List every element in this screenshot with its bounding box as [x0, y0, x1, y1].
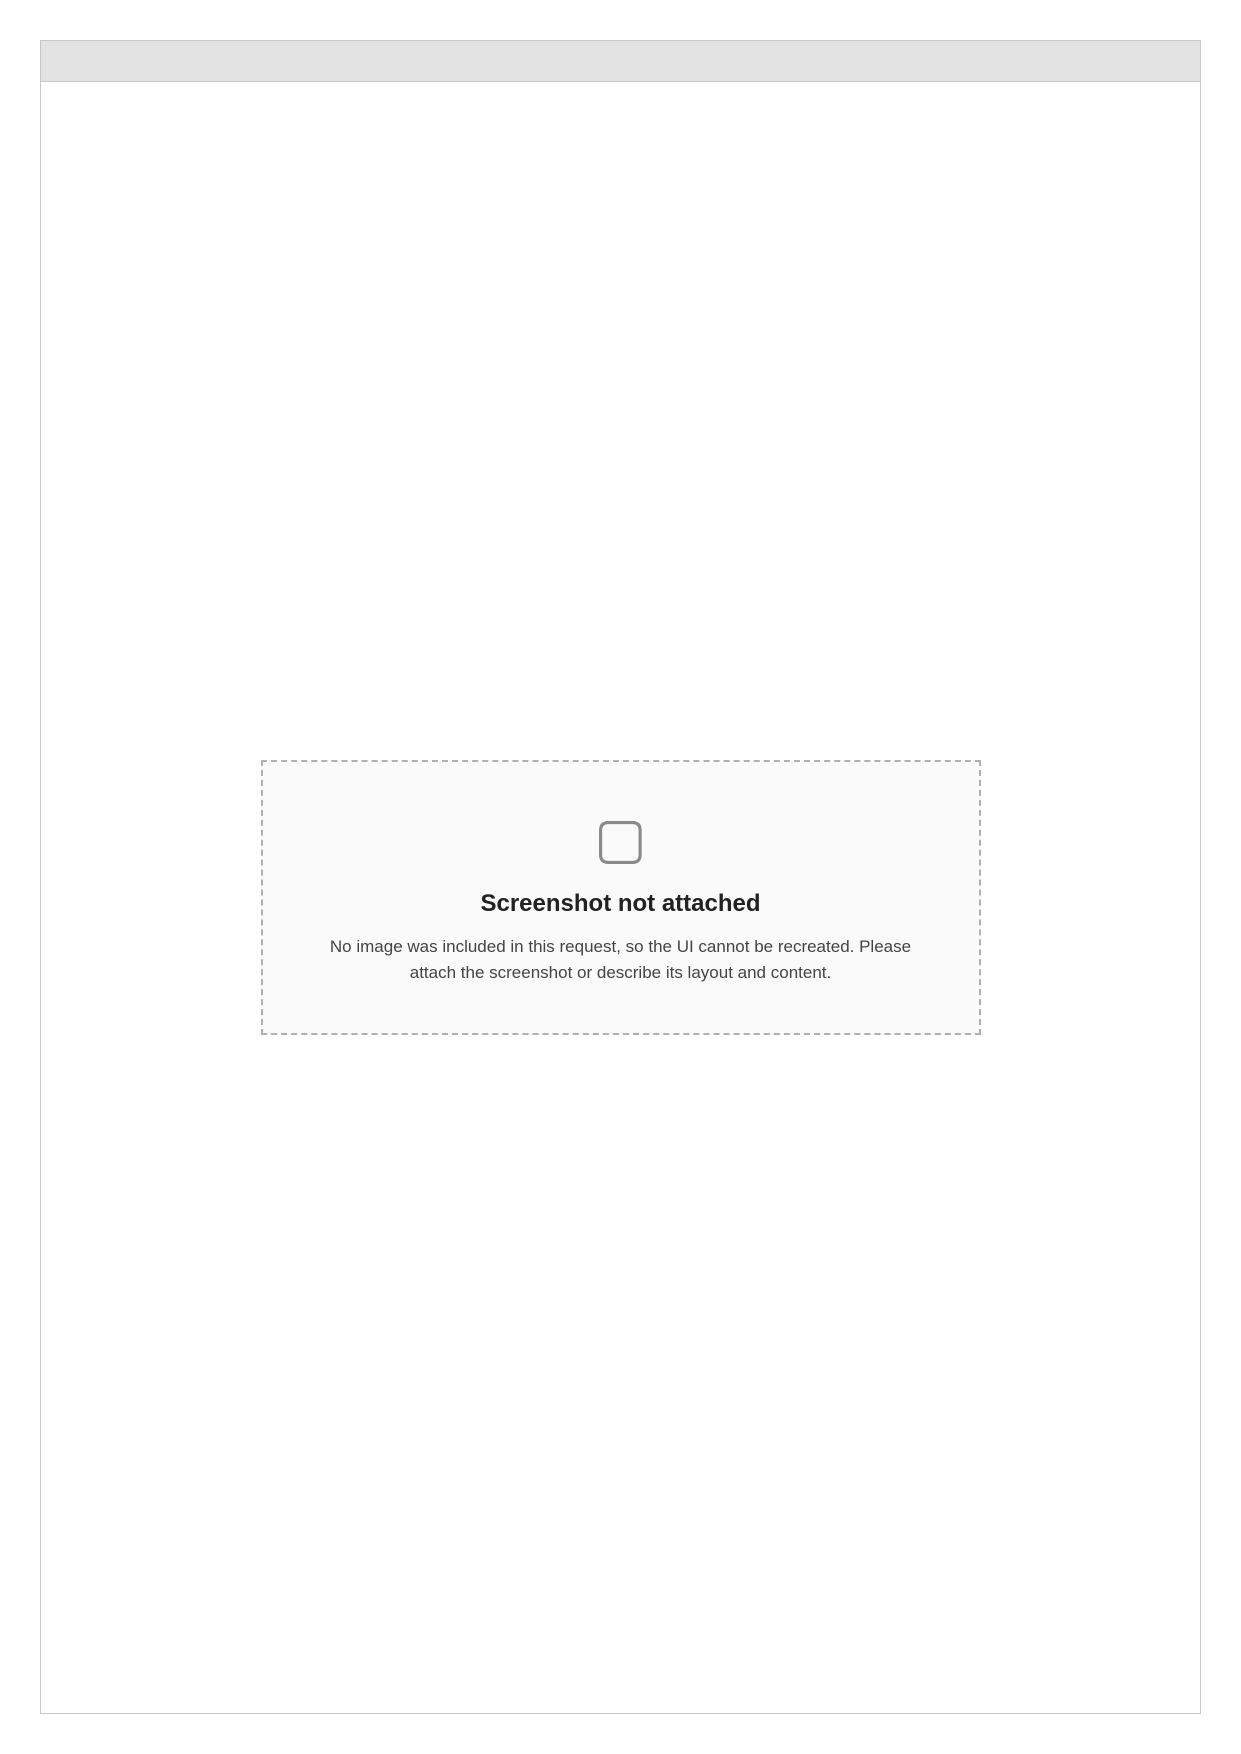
notice-heading: Screenshot not attached	[480, 890, 761, 917]
image-missing-icon: ▢	[594, 806, 647, 869]
notice-message: No image was included in this request, so the UI cannot be recreated. Please attach the screenshot or describe its layout and content.	[329, 937, 912, 982]
placeholder-window	[40, 40, 1201, 1714]
content-area	[41, 82, 1200, 1713]
window-titlebar	[41, 41, 1200, 82]
missing-image-notice	[261, 760, 981, 1035]
